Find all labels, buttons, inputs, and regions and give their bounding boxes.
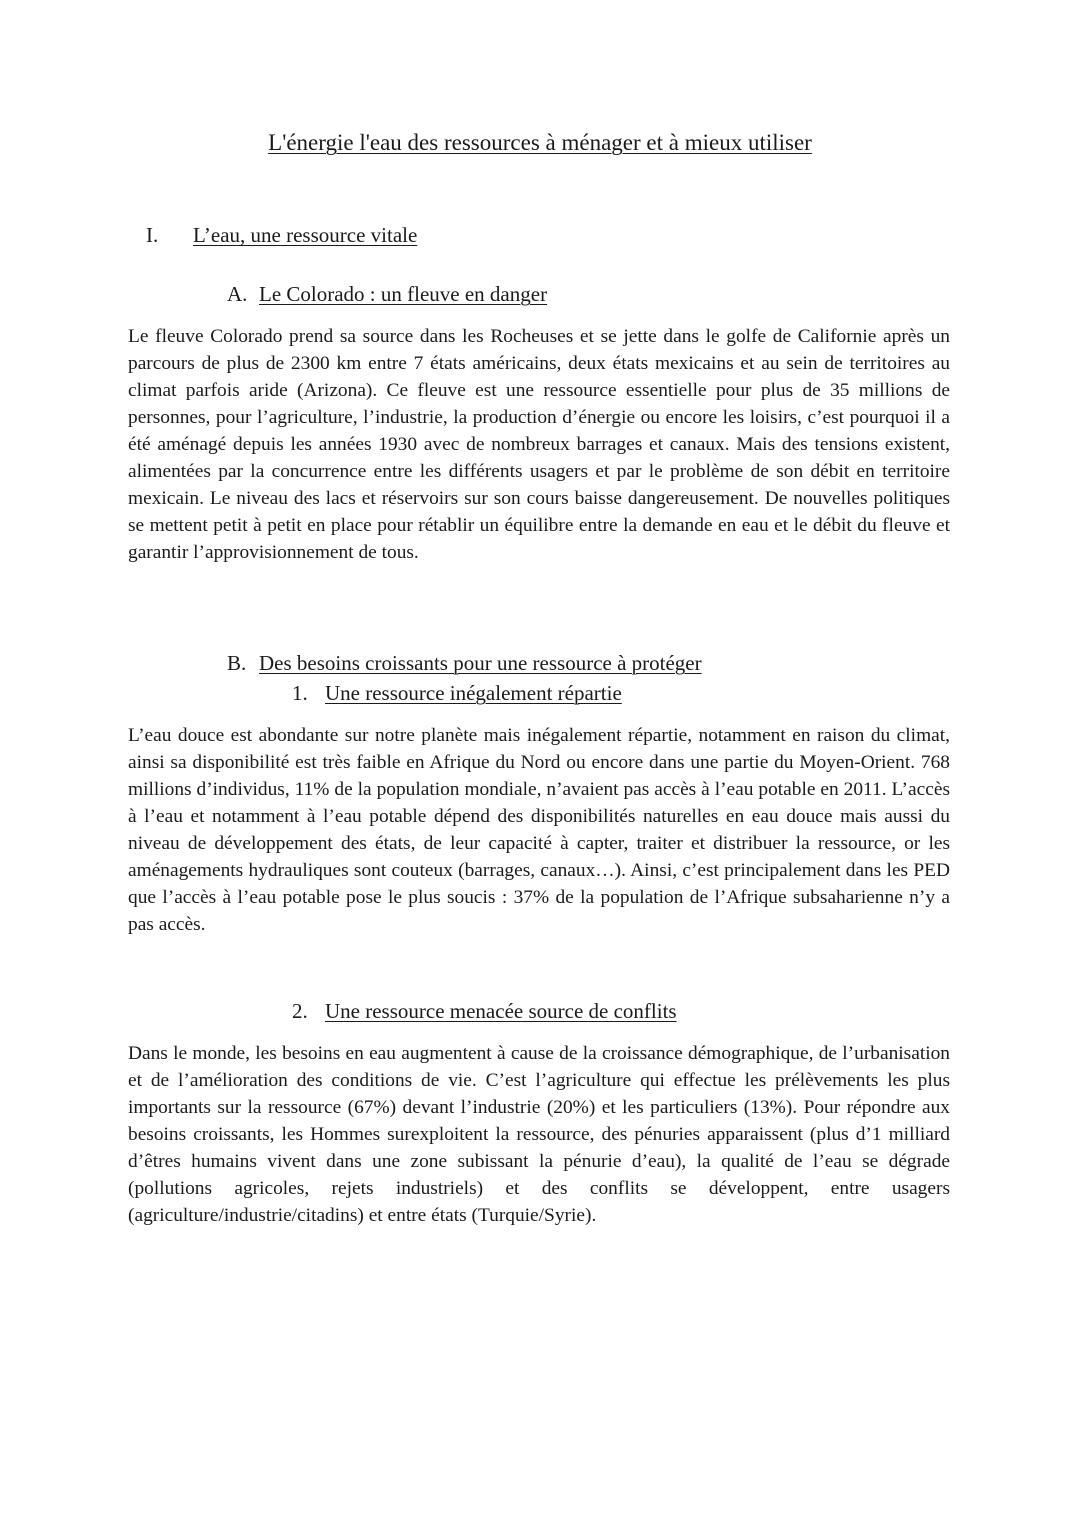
section-1-heading bbox=[146, 221, 417, 249]
subsection-a-heading bbox=[227, 280, 547, 308]
section-1-title: L’eau, une ressource vitale bbox=[193, 223, 418, 247]
item-2-heading bbox=[292, 997, 677, 1025]
item-1-title: Une ressource inégalement répartie bbox=[325, 681, 622, 705]
item-1-number: 1. bbox=[292, 681, 308, 705]
item-1-paragraph: L’eau douce est abondante sur notre planète mais inégalement répartie, notamment en raison du climat, ainsi sa disponibilité est très faible en Afrique du Nord ou encore dans une partie du Moyen-Orient. 768 millions d’individus, 11% de la population mondiale, n’avaient pas accès à l’eau potable en 2011. L’accès à l’eau et notamment à l’eau potable dépend des disponibilités naturelles en eau douce mais aussi du niveau de développement des états, de leur capacité à capter, traiter et distribuer la ressource, or les aménagements hydrauliques sont couteux (barrages, canaux…). Ainsi, c’est principalement dans les PED que l’accès à l’eau potable pose le plus soucis : 37% de la population de l’Afrique subsaharienne n’y a pas accès. bbox=[128, 725, 950, 935]
subsection-b-number: B. bbox=[227, 651, 247, 675]
subsection-a-paragraph: Le fleuve Colorado prend sa source dans les Rocheuses et se jette dans le golfe de Californie après un parcours de plus de 2300 km entre 7 états américains, deux états mexicains et au sein de territoires au climat parfois aride (Arizona). Ce fleuve est une ressource essentielle pour plus de 35 millions de personnes, pour l’agriculture, l’industrie, la production d’énergie ou encore les loisirs, c’est pourquoi il a été aménagé depuis les années 1930 avec de nombreux barrages et canaux. Mais des tensions existent, alimentées par la concurrence entre les différents usagers et par le problème de son débit en territoire mexicain. Le niveau des lacs et réservoirs sur son cours baisse dangereusement. De nouvelles politiques se mettent petit à petit en place pour rétablir un équilibre entre la demande en eau et le débit du fleuve et garantir l’approvisionnement de tous. bbox=[128, 326, 950, 563]
document-title-text: L'énergie l'eau des ressources à ménager et à mieux utiliser bbox=[268, 130, 812, 155]
subsection-b-heading bbox=[227, 649, 702, 677]
item-1-heading bbox=[292, 679, 622, 707]
subsection-a-title: Le Colorado : un fleuve en danger bbox=[259, 282, 548, 306]
subsection-a-number: A. bbox=[227, 282, 248, 306]
item-2-number: 2. bbox=[292, 999, 308, 1023]
item-2-paragraph: Dans le monde, les besoins en eau augmentent à cause de la croissance démographique, de l’urbanisation et de l’amélioration des conditions de vie. C’est l’agriculture qui effectue les prélèvements les plus importants sur la ressource (67%) devant l’industrie (20%) et les particuliers (13%). Pour répondre aux besoins croissants, les Hommes surexploitent la ressource, des pénuries apparaissent (plus d’1 milliard d’êtres humains vivent dans une zone subissant la pénurie d’eau), la qualité de l’eau se dégrade (pollutions agricoles, rejets industriels) et des conflits se développent, entre usagers (agriculture/industrie/citadins) et entre états (Turquie/Syrie). bbox=[128, 1043, 950, 1226]
subsection-b-title: Des besoins croissants pour une ressource à protéger bbox=[259, 651, 702, 675]
section-1-number: I. bbox=[146, 223, 159, 247]
document-title bbox=[0, 128, 1080, 158]
item-2-title: Une ressource menacée source de conflits bbox=[325, 999, 677, 1023]
